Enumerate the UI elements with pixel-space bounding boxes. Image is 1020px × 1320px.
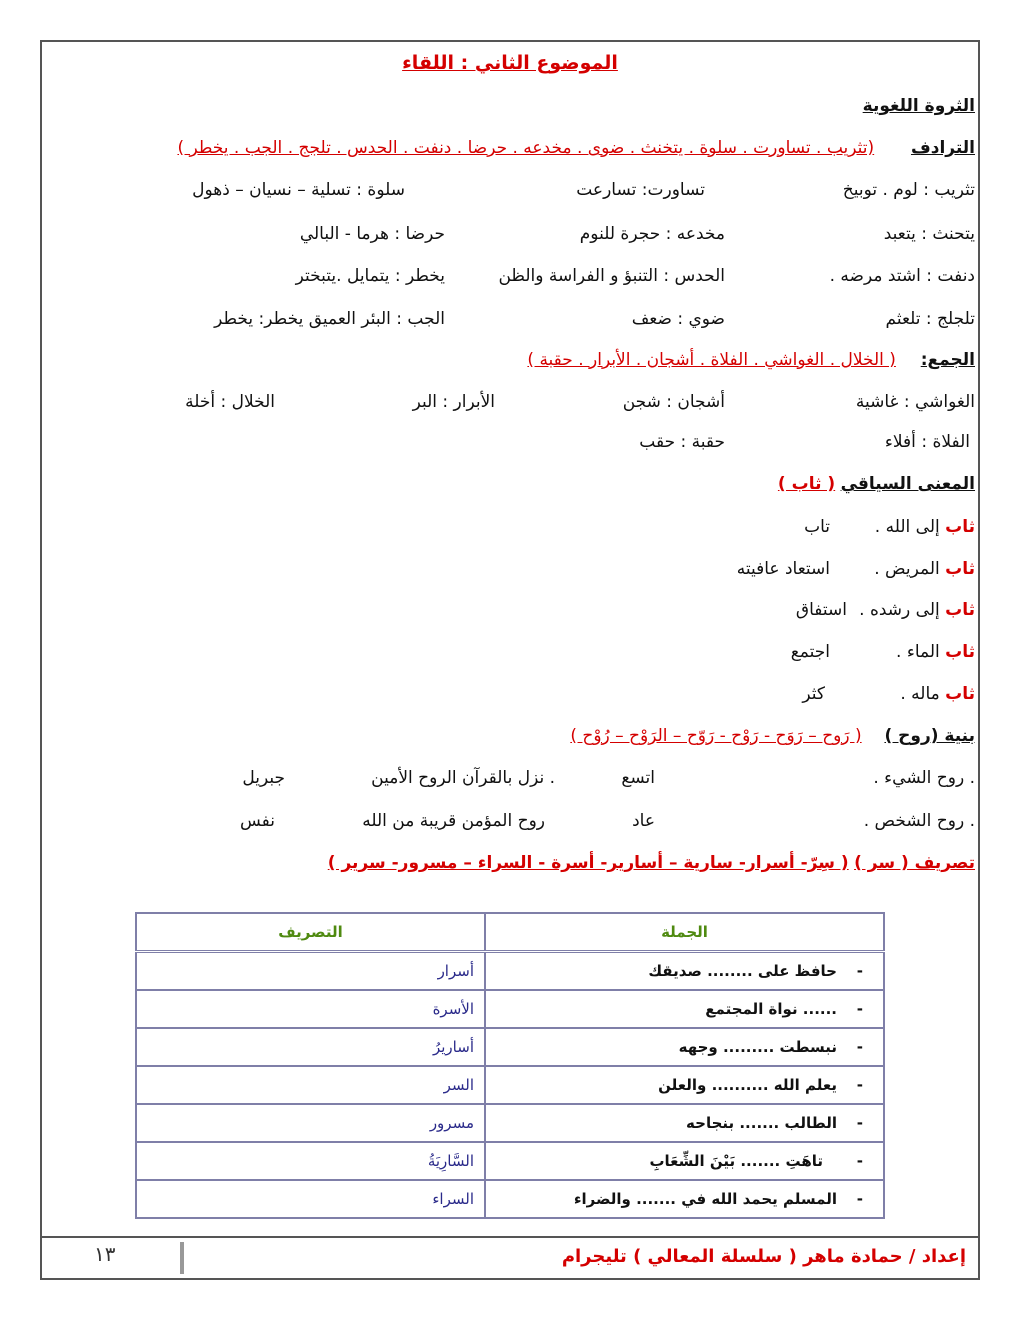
synonyms-label: الترادف — [910, 138, 975, 158]
synonyms-line — [45, 134, 975, 162]
plural-item: الخلال : أخلة — [185, 392, 275, 412]
context-row-word: ثاب — [945, 600, 975, 620]
plural-item: أشجان : شجن — [622, 392, 725, 412]
context-row-meaning: اجتمع — [790, 642, 830, 662]
synonym-item: تثريب : لوم . توبيخ — [842, 180, 975, 200]
plural-row — [45, 388, 975, 416]
structure-list: ( رَوح – رَوَح - رَوْح - رَوّح – الرَوْح – رُوْح ) — [570, 726, 862, 746]
table-row-sentence: ...... نواة المجتمع — [705, 1000, 837, 1018]
context-row-phrase: المريض . — [874, 559, 940, 579]
structure-line — [45, 722, 975, 750]
table-row-sentence: حافظ على ........ صديقك — [648, 962, 837, 980]
table-row — [136, 1104, 884, 1142]
context-row — [45, 638, 975, 666]
context-row-phrase: الماء . — [896, 642, 940, 662]
table-row-answer: أساريرُ — [136, 1028, 485, 1066]
context-heading — [45, 470, 975, 498]
table-header-row — [136, 913, 884, 952]
synonym-item: يخطر : يتمايل .يتبختر — [295, 266, 445, 286]
synonym-item: الجب : البئر العميق يخطر: يخطر — [214, 309, 445, 329]
plural-row — [45, 428, 975, 456]
context-row — [45, 555, 975, 583]
synonym-item: يتحنث : يتعبد — [883, 224, 975, 244]
plural-line — [45, 346, 975, 374]
bullet-dash: - — [856, 962, 863, 980]
table-row-sentence: يعلم الله .......... والعلن — [658, 1076, 837, 1094]
plural-label: الجمع: — [920, 350, 975, 370]
plural-item: الأبرار : البر — [412, 392, 495, 412]
table-row-sentence: نبسطت ......... وجهه — [678, 1038, 837, 1056]
context-row-meaning: كثر — [802, 684, 825, 704]
plural-item: الغواشي : غاشية — [855, 392, 975, 412]
synonyms-list: (تثريب . تساورت . سلوة . يتخنث . ضوى . مخدعه . حرضا . دنفت . الحدس . تلجج . الجب . يخطر ) — [177, 138, 875, 158]
synonym-item: تلجلج : تلعثم — [885, 309, 975, 329]
context-row-phrase: إلى الله . — [874, 517, 940, 537]
context-row-word: ثاب — [945, 517, 975, 537]
table-row — [136, 1066, 884, 1104]
structure-item: عاد — [632, 811, 655, 831]
page-title: الموضوع الثاني : اللقاء — [402, 52, 618, 74]
bullet-dash: - — [856, 1076, 863, 1094]
table-row — [136, 1028, 884, 1066]
context-row-meaning: استفاق — [795, 600, 847, 620]
table-row-sentence: تاهَتِ ....... بَيْنَ الشِّعَابِ — [649, 1152, 823, 1170]
synonym-row — [45, 305, 975, 333]
conjugation-list: ( سِرّ- أسرار- سارية – أسارير- أسرة - السراء – مسرور- سرير ) — [327, 853, 849, 873]
context-row-meaning: استعاد عافيته — [736, 559, 830, 579]
bullet-dash: - — [856, 1114, 863, 1132]
table-row-answer: مسرور — [136, 1104, 485, 1142]
context-row-word: ثاب — [945, 642, 975, 662]
context-row-meaning: تاب — [804, 517, 830, 537]
context-row — [45, 596, 975, 624]
structure-label: بنية (روح ) — [884, 726, 975, 746]
col-header-sentence: الجملة — [485, 913, 884, 952]
col-header-conjugation: التصريف — [136, 913, 485, 952]
synonym-item: تساورت: تسارعت — [576, 180, 705, 200]
table-row-sentence: الطالب ....... بنجاحه — [686, 1114, 837, 1132]
synonym-item: ضوي : ضعف — [631, 309, 725, 329]
synonym-row — [45, 220, 975, 248]
bullet-dash: - — [856, 1000, 863, 1018]
context-row-phrase: ماله . — [900, 684, 940, 704]
structure-item: جبريل — [242, 768, 285, 788]
wealth-heading — [45, 92, 975, 120]
bullet-dash: - — [856, 1190, 863, 1208]
table-row — [136, 1142, 884, 1180]
synonym-item: الحدس : التنبؤ و الفراسة والظن — [498, 266, 725, 286]
synonym-item: حرضا : هرما - البالي — [299, 224, 445, 244]
table-row — [136, 990, 884, 1028]
structure-item: نفس — [239, 811, 275, 831]
wealth-heading-label: الثروة اللغوية — [862, 96, 975, 116]
context-row-word: ثاب — [945, 684, 975, 704]
synonym-item: سلوة : تسلية – نسيان – ذهول — [192, 180, 405, 200]
synonym-row — [45, 262, 975, 290]
table-row — [136, 1180, 884, 1218]
conjugation-table — [135, 912, 885, 1219]
table-row-answer: السَّارِيَةُ — [136, 1142, 485, 1180]
context-row-word: ثاب — [945, 559, 975, 579]
context-row — [45, 680, 975, 708]
structure-item: . نزل بالقرآن الروح الأمين — [371, 768, 555, 788]
plural-item: الفلاة : أفلاء — [884, 432, 970, 452]
footer-separator — [180, 1242, 184, 1274]
structure-row — [45, 807, 975, 835]
context-row — [45, 513, 975, 541]
plural-list: ( الخلال . الغواشي . الفلاة . أشجان . الأبرار . حقبة ) — [527, 350, 896, 370]
plural-item: حقبة : حقب — [639, 432, 725, 452]
footer-credit: إعداد / حمادة ماهر ( سلسلة المعالي ) تليجرام — [561, 1246, 966, 1267]
table-row-answer: السراء — [136, 1180, 485, 1218]
conjugation-label: تصريف ( سر ) — [854, 853, 975, 873]
structure-item: . روح الشيء . — [873, 768, 975, 788]
page-number: ١٣ — [94, 1242, 116, 1266]
bullet-dash: - — [856, 1038, 863, 1056]
context-word: ( ثاب ) — [777, 474, 836, 494]
bullet-dash: - — [856, 1152, 863, 1170]
structure-row — [45, 764, 975, 792]
synonym-item: مخدعه : حجرة للنوم — [579, 224, 725, 244]
synonym-row — [45, 176, 975, 204]
structure-item: . روح الشخص . — [863, 811, 975, 831]
table-row-answer: الأسرة — [136, 990, 485, 1028]
footer — [42, 1238, 978, 1278]
table-row-answer: أسرار — [136, 952, 485, 991]
conjugation-line — [45, 849, 975, 877]
table-row — [136, 952, 884, 991]
table-row-answer: السر — [136, 1066, 485, 1104]
table-row-sentence: المسلم يحمد الله في ....... والضراء — [573, 1190, 837, 1208]
structure-item: روح المؤمن قريبة من الله — [362, 811, 545, 831]
structure-item: اتسع — [621, 768, 655, 788]
synonym-item: دنفت : اشتد مرضه . — [829, 266, 975, 286]
context-label: المعنى السياقي — [840, 474, 975, 494]
context-row-phrase: إلى رشده . — [859, 600, 940, 620]
